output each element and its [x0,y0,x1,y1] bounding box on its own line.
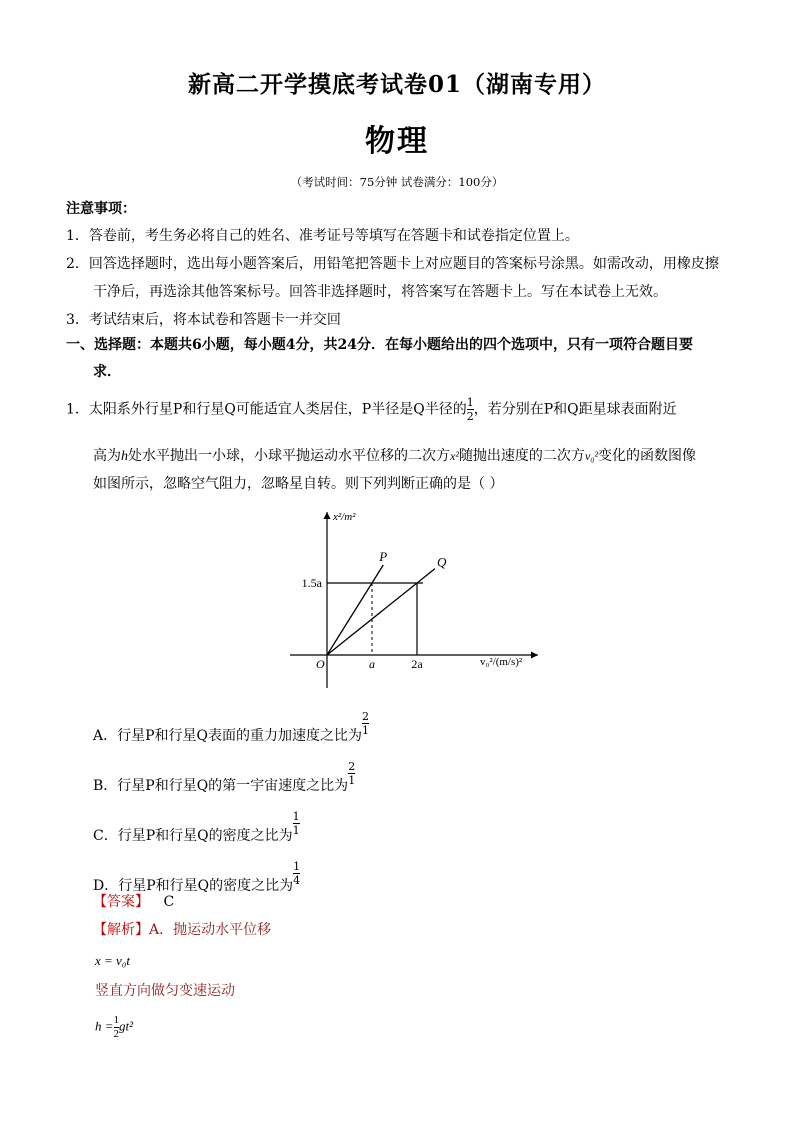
note-item-1: 1．答卷前，考生务必将自己的姓名、准考证号等填写在答题卡和试卷指定位置上。 [66,228,579,244]
x-tick-2a: 2a [411,657,423,671]
graph-x2-vs-v02 [280,500,550,695]
analysis-line [93,919,271,941]
section-heading: 一、选择题：本题共6小题，每小题4分，共24分．在每小题给出的四个选项中，只有一项符合题目要 [66,337,693,353]
option-c-text: C．行星P和行星Q的密度之比为 [93,828,293,844]
equation-1: x = v₀t [95,953,130,968]
option-a-denominator: 1 [362,724,370,737]
equation-2-right: gt² [119,1018,134,1034]
note-item-2-cont: 干净后，再选涂其他答案标号。回答非选择题时，将答案写在答题卡上。写在本试卷上无效。 [93,284,667,300]
equation-2-numerator: 1 [113,1014,120,1026]
option-a-fraction [362,710,369,737]
option-d-numerator: 1 [293,860,301,873]
answer-value: C [163,894,175,910]
question-1-line-1 [66,396,677,423]
question-1-line-3: 如图所示，忽略空气阻力，忽略星自转。则下列判断正确的是（ ） [93,476,504,492]
note-item-2: 2．回答选择题时，选出每小题答案后，用铅笔把答题卡上对应题目的答案标号涂黑。如需改动，用橡皮擦 [66,256,719,272]
analysis-label: 【解析】 [93,922,149,938]
answer-line [93,891,174,913]
height-symbol: h [121,449,128,464]
option-b-numerator: 2 [348,760,356,773]
option-b-denominator: 1 [348,774,356,787]
section-heading-cont: 求． [93,364,121,380]
fraction-numerator: 1 [466,396,474,409]
fraction-denominator: 2 [466,410,474,423]
series-label-P: P [379,549,388,564]
v0-squared-symbol: v₀² [584,449,599,463]
radius-ratio-fraction [467,396,474,423]
x-tick-a: a [369,657,375,671]
option-b-fraction [348,760,355,787]
exam-title: 新高二开学摸底考试卷01（湖南专用） [187,71,606,98]
equation-2-denominator: 2 [113,1028,120,1040]
question-1-text-e: 随抛出速度的二次方 [458,448,585,464]
analysis-text: A．抛运动水平位移 [149,922,272,938]
question-1-text-b: ，若分别在P和Q距星球表面附近 [473,401,677,418]
option-a-numerator: 2 [362,710,370,723]
question-1-line-2 [93,445,696,468]
exam-meta: （考试时间：75分钟 试卷满分：100分） [290,175,504,189]
option-a-text: A．行星P和行星Q表面的重力加速度之比为 [93,728,363,744]
equation-2-left: h = [95,1018,114,1034]
equation-2 [95,1014,133,1041]
x-squared-symbol: x² [450,449,459,463]
notes-heading: 注意事项： [66,201,136,217]
option-b[interactable] [93,760,355,797]
series-line-Q [327,569,435,655]
answer-label: 【答案】 [93,894,149,910]
option-c-numerator: 1 [292,810,300,823]
option-b-text: B．行星P和行星Q的第一宇宙速度之比为 [93,778,349,794]
series-label-Q: Q [437,554,447,570]
y-axis-label: x²/m² [333,511,356,523]
option-d-fraction [293,860,300,887]
option-d-denominator: 4 [293,874,301,887]
subject-title: 物理 [365,124,429,159]
option-d-text: D．行星P和行星Q的密度之比为 [93,878,294,894]
option-a[interactable] [93,710,369,747]
option-c-fraction [293,810,300,837]
note-item-3: 3．考试结束后，将本试卷和答题卡一并交回 [66,312,341,328]
question-1-text-d: 处水平抛出一小球，小球平抛运动水平位移的二次方 [128,448,450,464]
option-c[interactable] [93,810,300,847]
option-c-denominator: 1 [292,824,300,837]
series-line-P [327,565,383,655]
y-tick-1-5a: 1.5a [301,576,322,590]
vertical-motion-text: 竖直方向做匀变速运动 [95,983,235,999]
question-1-text-a: 1．太阳系外行星P和行星Q可能适宜人类居住，P半径是Q半径的 [66,401,467,418]
origin-label: O [316,657,325,671]
x-axis-label: v₀²/(m/s)² [480,656,523,668]
question-1-text-f: 变化的函数图像 [598,448,697,464]
question-1-text-c: 高为 [93,448,121,464]
